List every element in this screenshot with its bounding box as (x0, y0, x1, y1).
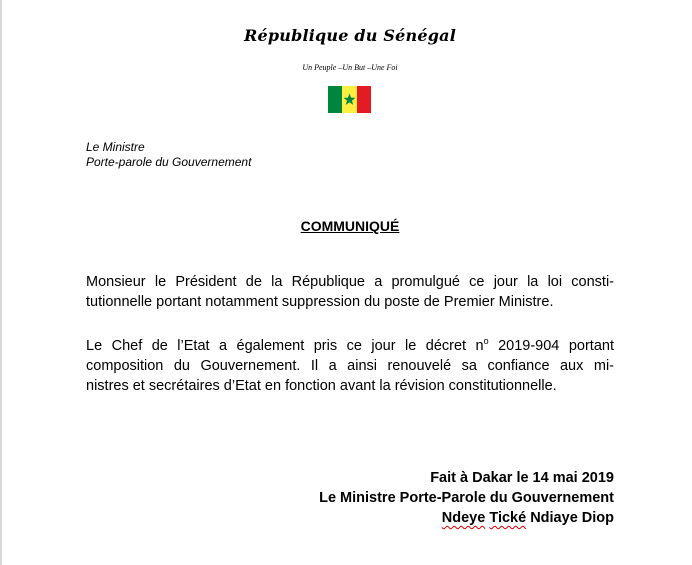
national-motto: Un Peuple –Un But –Une Foi (302, 63, 398, 72)
page-edge (0, 0, 2, 565)
sender-role: Porte-parole du Gouvernement (86, 155, 252, 169)
place-date: Fait à Dakar le 14 mai 2019 (430, 470, 614, 486)
flag-band-red (357, 86, 371, 113)
sender-block (86, 140, 251, 170)
paragraph-line: composition du Gouvernement. Il a ainsi renouvelé sa confiance aux mi- (86, 357, 614, 374)
paragraph-line: Le Chef de l’Etat a également pris ce jour le décret $n^o$ 2019-904 portant (86, 336, 614, 354)
paragraph-line: tutionnelle portant notamment suppression du poste de Premier Ministre. (86, 294, 554, 310)
star-icon (343, 93, 356, 106)
document-heading: COMMUNIQUÉ (300, 218, 400, 234)
paragraph-line: nistres et secrétaires d’Etat en fonction avant la révision constitutionnelle. (86, 377, 557, 394)
country-title: République du Sénégal (244, 26, 456, 45)
sender-title: Le Ministre (86, 140, 145, 154)
paragraph-line: Monsieur le Président de la République a promulgué ce jour la loi consti- (86, 274, 614, 290)
senegal-flag (328, 86, 371, 113)
signature-block (319, 468, 614, 528)
flag-band-green (328, 86, 342, 113)
signatory-role: Le Ministre Porte-Parole du Gouvernement (319, 490, 614, 506)
paragraph-decree (86, 331, 614, 396)
paragraph-promulgation (86, 272, 614, 312)
signatory-name: Ndeye Tické Ndiaye Diop (441, 510, 614, 526)
